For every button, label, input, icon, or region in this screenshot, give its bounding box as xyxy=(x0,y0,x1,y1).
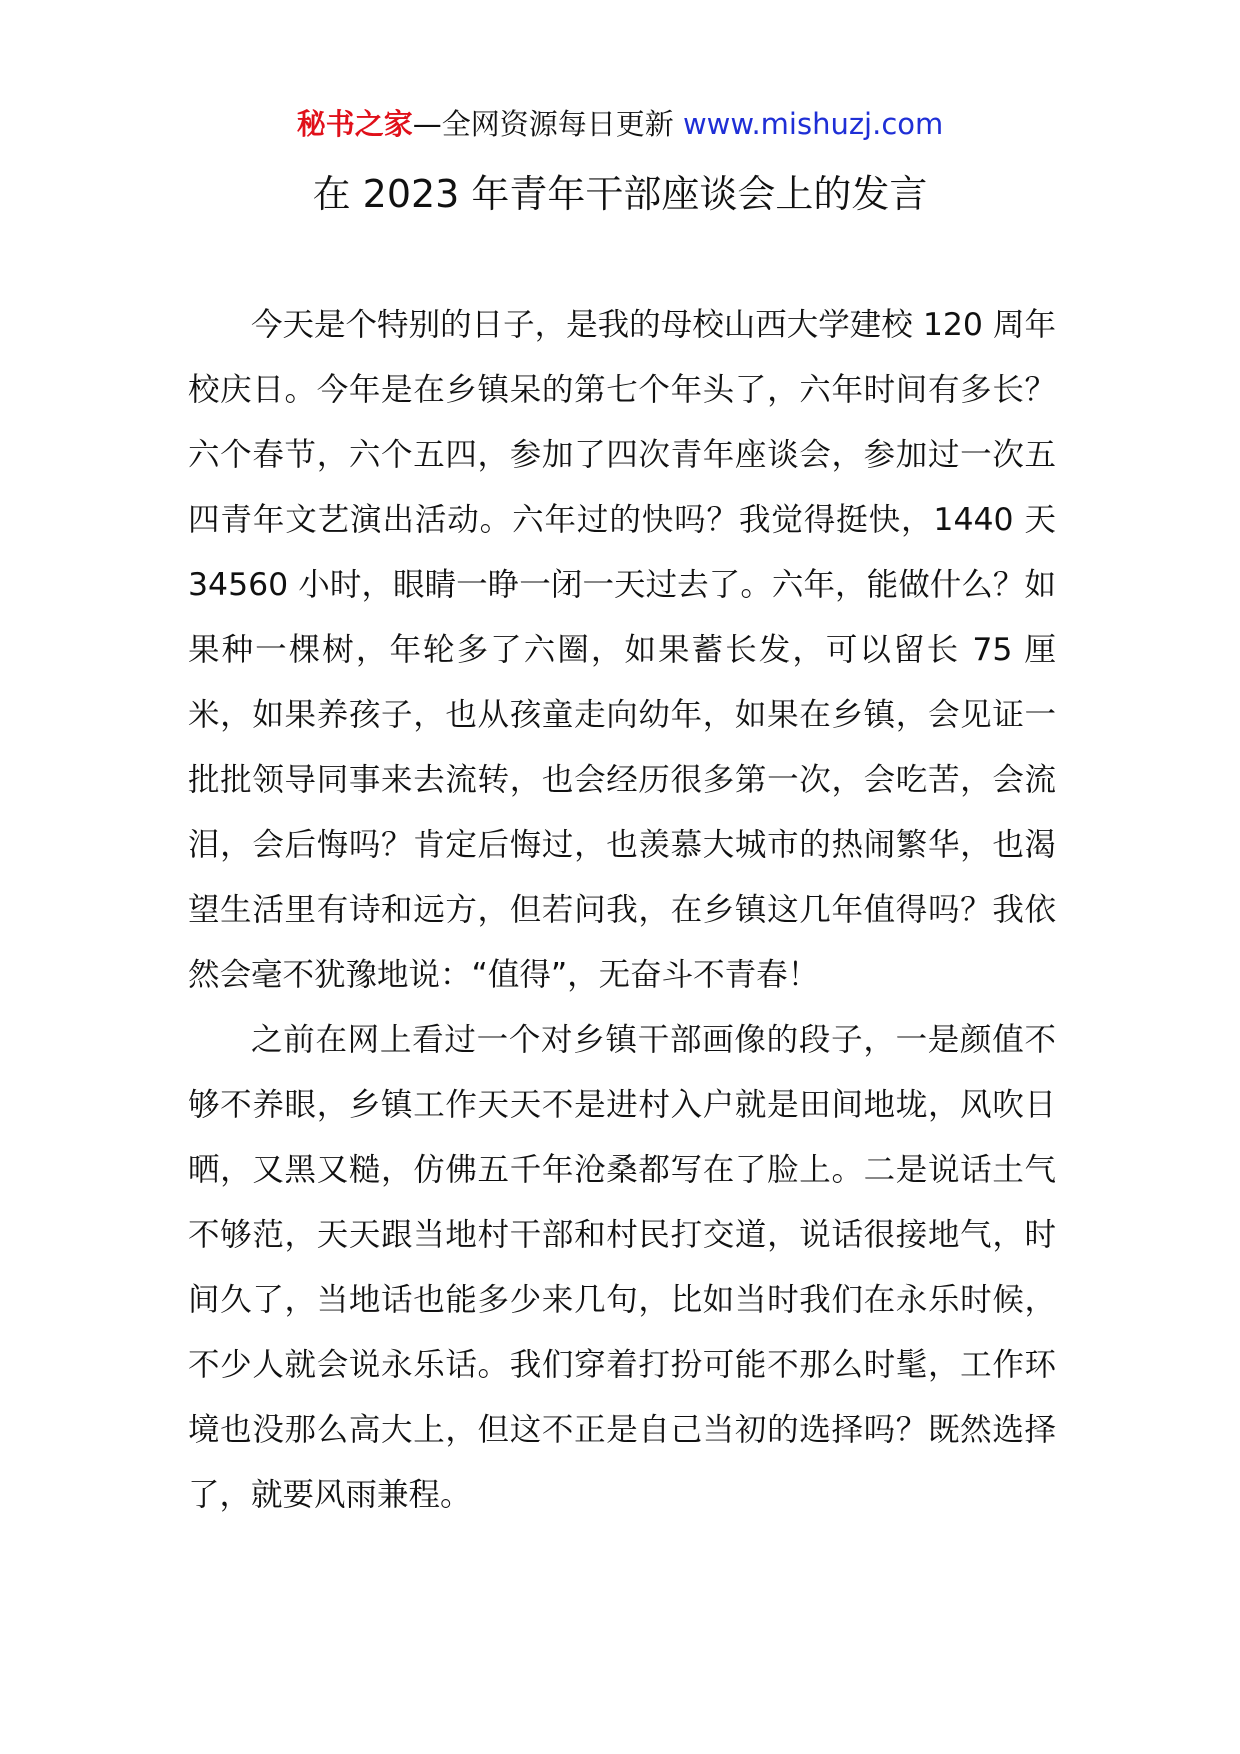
body-paragraph-1: 今天是个特别的日子，是我的母校山西大学建校 120 周年校庆日。今年是在乡镇呆的第七个年头了，六年时间有多长？六个春节，六个五四，参加了四次青年座谈会，参加过一次五四青年文艺演出活动。六年过的快吗？我觉得挺快，1440 天 34560 小时，眼睛一睁一闭一天过去了。六年，能做什么？如果种一棵树，年轮多了六圈，如果蓄长发，可以留长 75 厘米，如果养孩子，也从孩童走向幼年，如果在乡镇，会见证一批批领导同事来去流转，也会经历很多第一次，会吃苦，会流泪，会后悔吗？肯定后悔过，也羡慕大城市的热闹繁华，也渴望生活里有诗和远方，但若问我，在乡镇这几年值得吗？我依然会毫不犹豫地说：“值得”，无奋斗不青春！ xyxy=(188,307,1056,993)
document-title: 在 2023 年青年干部座谈会上的发言 xyxy=(312,172,928,216)
body-paragraph-2: 之前在网上看过一个对乡镇干部画像的段子，一是颜值不够不养眼，乡镇工作天天不是进村入户就是田间地垅，风吹日晒，又黑又糙，仿佛五千年沧桑都写在了脸上。二是说话土气不够范，天天跟当地村干部和村民打交道，说话很接地气，时间久了，当地话也能多少来几句，比如当时我们在永乐时候，不少人就会说永乐话。我们穿着打扮可能不那么时髦，工作环境也没那么高大上，但这不正是自己当初的选择吗？既然选择了，就要风雨兼程。 xyxy=(188,1022,1056,1513)
brand-name: 秘书之家 xyxy=(296,107,413,141)
document-body xyxy=(188,293,1056,1528)
site-header xyxy=(0,104,1240,144)
header-tagline: —全网资源每日更新 xyxy=(412,107,674,141)
site-url-link[interactable]: www.mishuzj.com xyxy=(682,107,944,141)
